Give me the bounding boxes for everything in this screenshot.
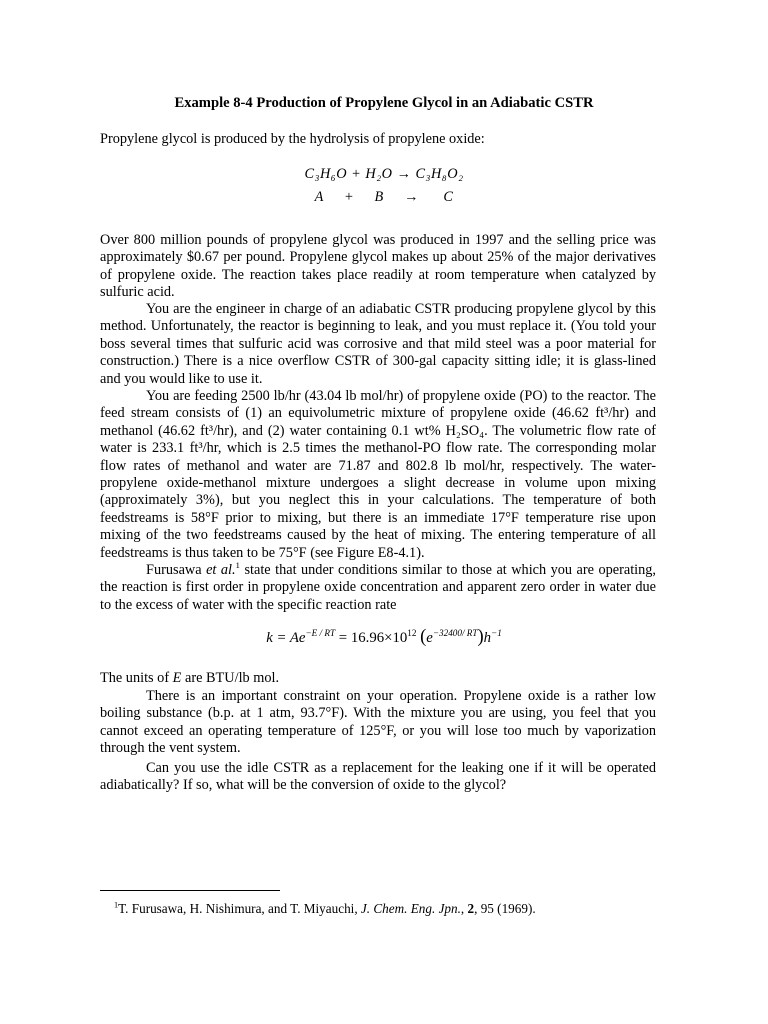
paragraph-5	[100, 670, 656, 687]
footnote	[100, 901, 656, 917]
rate-lhs: k = Ae	[266, 630, 306, 646]
p5-post: are BTU/lb mol.	[181, 670, 280, 686]
intro-paragraph: Propylene glycol is produced by the hydrolysis of propylene oxide:	[100, 131, 485, 147]
p4-rest: state that under conditions similar to those at which you are operating, the reaction is first order in propylene oxide concentration and apparent zero order in water due to the excess of water with the specific reaction rate	[100, 562, 657, 613]
reaction-formula: C₃H₆O + H₂O → C₃H₈O₂	[304, 166, 464, 182]
rate-equation	[0, 628, 768, 647]
footnote-volume: 2	[467, 901, 475, 916]
p5-var: E	[172, 670, 182, 686]
example-title: Example 8-4 Production of Propylene Glycol in an Adiabatic CSTR	[174, 95, 594, 111]
footnote-divider	[100, 890, 280, 891]
p5-pre: The units of	[100, 670, 173, 686]
rate-mid: = 16.96×10	[335, 630, 408, 646]
paragraph-3: You are feeding 2500 lb/hr (43.04 lb mol/hr) of propylene oxide (PO) to the reactor. The feed stream consists of (1) an equivolumetric mixture of propylene oxide (46.62 ft³/hr) and methanol (46.62 ft³/hr), and (2) water containing 0.1 wt% H₂SO₄. The volumetric flow rate of water is 233.1 ft³/hr, which is 2.5 times the methanol-PO flow rate. The corresponding molar flow rates of methanol and water are 71.87 and 802.8 lb mol/hr, respectively. The water-propylene oxide-methanol mixture undergoes a slight decrease in volume upon mixing (approximately 3%), but you neglect this in your calculations. The temperature of both feedstreams is 58°F prior to mixing, but there is an immediate 17°F temperature rise upon mixing of the two feedstreams caused by the heat of mixing. The entering temperature of all feedstreams is thus taken to be 75°F (see Figure E8-4.1).	[100, 388, 656, 561]
footnote-mark: 1	[114, 900, 119, 910]
rate-exp2: 12	[407, 628, 417, 639]
rate-exp1: −E / RT	[305, 628, 336, 639]
footnote-ref: 1	[235, 560, 240, 571]
rate-e: e	[426, 630, 433, 646]
reaction-symbols: A + B → C	[314, 189, 454, 205]
paragraph-4	[100, 562, 656, 614]
footnote-rest: , 95 (1969).	[474, 901, 536, 916]
footnote-authors: T. Furusawa, H. Nishimura, and T. Miyauchi,	[118, 901, 361, 916]
paragraph-6: There is an important constraint on your operation. Propylene oxide is a rather low boiling substance (b.p. at 1 atm, 93.7°F). With the mixture you are using, you feel that you cannot exceed an operating temperature of 125°F, or you will lose too much by vaporization through the vent system.	[100, 688, 656, 757]
rate-h: h	[483, 630, 492, 646]
open-paren: (	[420, 627, 427, 647]
rate-exp3: −32400/ RT	[432, 628, 478, 639]
footnote-sep: ,	[460, 901, 468, 916]
paragraph-7: Can you use the idle CSTR as a replacement for the leaking one if it will be operated adiabatically? If so, what will be the conversion of oxide to the glycol?	[100, 760, 656, 794]
footnote-journal: J. Chem. Eng. Jpn.	[360, 901, 461, 916]
p4-author: Furusawa	[146, 562, 207, 578]
rate-exp4: −1	[491, 628, 502, 639]
paragraph-1: Over 800 million pounds of propylene glycol was produced in 1997 and the selling price was approximately $0.67 per pound. Propylene glycol makes up about 25% of the major derivatives of propylene oxide. The reaction takes place readily at room temperature when catalyzed by sulfuric acid.	[100, 232, 656, 301]
close-paren: )	[477, 627, 484, 647]
paragraph-2: You are the engineer in charge of an adiabatic CSTR producing propylene glycol by this method. Unfortunately, the reactor is beginning to leak, and you must replace it. (You told your boss several times that sulfuric acid was corrosive and that mild steel was a poor material for construction.) There is a nice overflow CSTR of 300-gal capacity sitting idle; it is glass-lined and you would like to use it.	[100, 301, 656, 387]
p4-etal: et al.	[206, 562, 236, 578]
